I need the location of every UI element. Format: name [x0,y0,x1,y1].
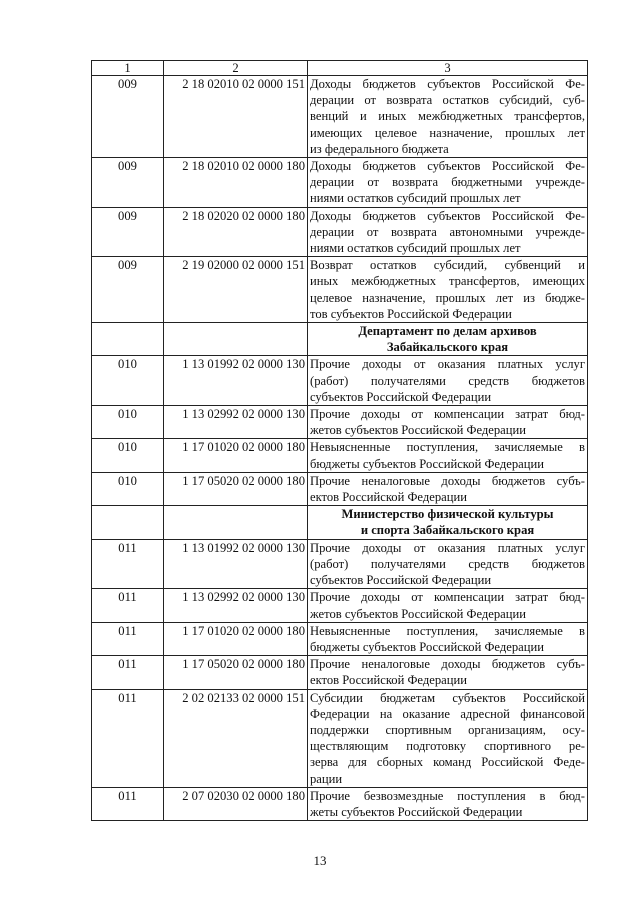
empty-cell [164,506,308,539]
budget-classification-code: 1 13 01992 02 0000 130 [164,539,308,589]
budget-classification-code: 2 02 02133 02 0000 151 [164,689,308,787]
text-line: Прочие доходы от оказания платных услуг [310,357,585,372]
text-line: субъектов Российской Федерации [310,573,492,588]
text-line: Департамент по делам архивов [358,324,537,339]
text-line: ектов Российской Федерации [310,673,467,688]
revenue-description [308,257,588,323]
empty-cell [92,506,164,539]
revenue-description [308,439,588,472]
text-line: Невыясненные поступления, зачисляемые в [310,623,585,638]
text-line: Прочие доходы от компенсации затрат бюд- [310,590,585,605]
budget-classification-code: 2 18 02020 02 0000 180 [164,207,308,257]
text-line: ниями остатков субсидий прошлых лет [310,241,521,256]
section-title [308,323,588,356]
administrator-code: 010 [92,439,164,472]
text-line: жетов субъектов Российской Федерации [310,423,526,438]
budget-classification-code: 1 17 05020 02 0000 180 [164,472,308,505]
administrator-code: 009 [92,76,164,158]
text-line: имеющих целевое назначение, прошлых лет [310,125,585,140]
administrator-code: 009 [92,207,164,257]
text-line: дерации от возврата остатков субсидий, суб- [310,93,585,108]
text-line: ниями остатков субсидий прошлых лет [310,191,521,206]
budget-classification-code: 2 18 02010 02 0000 151 [164,76,308,158]
text-line: Прочие неналоговые доходы бюджетов субъ- [310,657,585,672]
text-line: Федерации на оказание адресной финансовой [310,706,585,721]
empty-cell [92,323,164,356]
text-line: дерации от возврата бюджетными учрежде- [310,175,585,190]
table-row [92,539,588,589]
administrator-code: 011 [92,656,164,689]
revenue-description [308,472,588,505]
table-row [92,439,588,472]
empty-cell [164,323,308,356]
revenue-description [308,689,588,787]
revenue-description [308,207,588,257]
text-line: тов субъектов Российской Федерации [310,306,512,321]
budget-classification-code: 1 17 05020 02 0000 180 [164,656,308,689]
text-line: Доходы бюджетов субъектов Российской Фе- [310,77,585,91]
table-row [92,207,588,257]
section-title [308,506,588,539]
section-heading-row [92,506,588,539]
table-row [92,257,588,323]
text-line: Прочие доходы от оказания платных услуг [310,540,585,555]
page-number: 13 [313,853,327,868]
revenue-description [308,76,588,158]
table-row [92,76,588,158]
administrator-code: 011 [92,539,164,589]
revenue-description [308,356,588,406]
budget-classification-table [91,60,588,821]
column-header: 1 [92,61,164,76]
text-line: Доходы бюджетов субъектов Российской Фе- [310,208,585,223]
administrator-code: 010 [92,472,164,505]
budget-classification-code: 1 17 01020 02 0000 180 [164,622,308,655]
administrator-code: 011 [92,589,164,622]
administrator-code: 010 [92,356,164,406]
table-row [92,472,588,505]
revenue-description [308,656,588,689]
budget-classification-code: 1 13 01992 02 0000 130 [164,356,308,406]
revenue-description [308,622,588,655]
budget-classification-code: 2 19 02000 02 0000 151 [164,257,308,323]
administrator-code: 009 [92,257,164,323]
table-row [92,787,588,820]
administrator-code: 010 [92,406,164,439]
text-line: целевое назначение, прошлых лет из бюдже- [310,290,585,305]
administrator-code: 011 [92,689,164,787]
text-line: из федерального бюджета [310,141,449,156]
administrator-code: 011 [92,787,164,820]
text-line: Министерство физической культуры [341,507,554,522]
column-header: 2 [164,61,308,76]
revenue-description [308,539,588,589]
revenue-description [308,158,588,208]
revenue-description [308,406,588,439]
text-line: рации [310,771,343,786]
text-line: (работ) получателями средств бюджетов [310,556,585,571]
text-line: жетов субъектов Российской Федерации [310,606,526,621]
budget-classification-code: 2 18 02010 02 0000 180 [164,158,308,208]
table-row [92,406,588,439]
text-line: бюджеты субъектов Российской Федерации [310,456,544,471]
text-line: субъектов Российской Федерации [310,389,492,404]
text-line: ществляющим подготовку спортивного ре- [310,739,585,754]
revenue-description [308,787,588,820]
text-line: и спорта Забайкальского края [360,523,535,538]
text-line: Прочие доходы от компенсации затрат бюд- [310,407,585,422]
text-line: (работ) получателями средств бюджетов [310,373,585,388]
text-line: бюджеты субъектов Российской Федерации [310,639,544,654]
text-line: Доходы бюджетов субъектов Российской Фе- [310,159,585,174]
table-body [92,76,588,821]
revenue-description [308,589,588,622]
table-row [92,656,588,689]
table-row [92,589,588,622]
table-header-row [92,61,588,76]
table-row [92,689,588,787]
text-line: зерва для сборных команд Российской Феде- [310,755,585,770]
text-line: Субсидии бюджетам субъектов Российской [310,690,585,705]
text-line: жеты субъектов Российской Федерации [310,804,523,819]
budget-classification-code: 1 13 02992 02 0000 130 [164,589,308,622]
administrator-code: 011 [92,622,164,655]
section-heading-row [92,323,588,356]
administrator-code: 009 [92,158,164,208]
budget-classification-code: 1 17 01020 02 0000 180 [164,439,308,472]
budget-classification-code: 1 13 02992 02 0000 130 [164,406,308,439]
table-row [92,356,588,406]
text-line: Прочие безвозмездные поступления в бюд- [310,788,585,803]
table-row [92,622,588,655]
budget-classification-code: 2 07 02030 02 0000 180 [164,787,308,820]
table-row [92,158,588,208]
text-line: Невыясненные поступления, зачисляемые в [310,440,585,455]
text-line: иных межбюджетных трансфертов, имеющих [310,274,585,289]
text-line: венций и иных межбюджетных трансфертов, [310,109,585,124]
text-line: дерации от возврата автономными учрежде- [310,224,585,239]
text-line: поддержки спортивным организациям, осу- [310,722,585,737]
text-line: Забайкальского края [386,340,509,355]
column-header: 3 [308,61,588,76]
text-line: Прочие неналоговые доходы бюджетов субъ- [310,473,585,488]
text-line: ектов Российской Федерации [310,490,467,505]
text-line: Возврат остатков субсидий, субвенций и [310,258,585,273]
